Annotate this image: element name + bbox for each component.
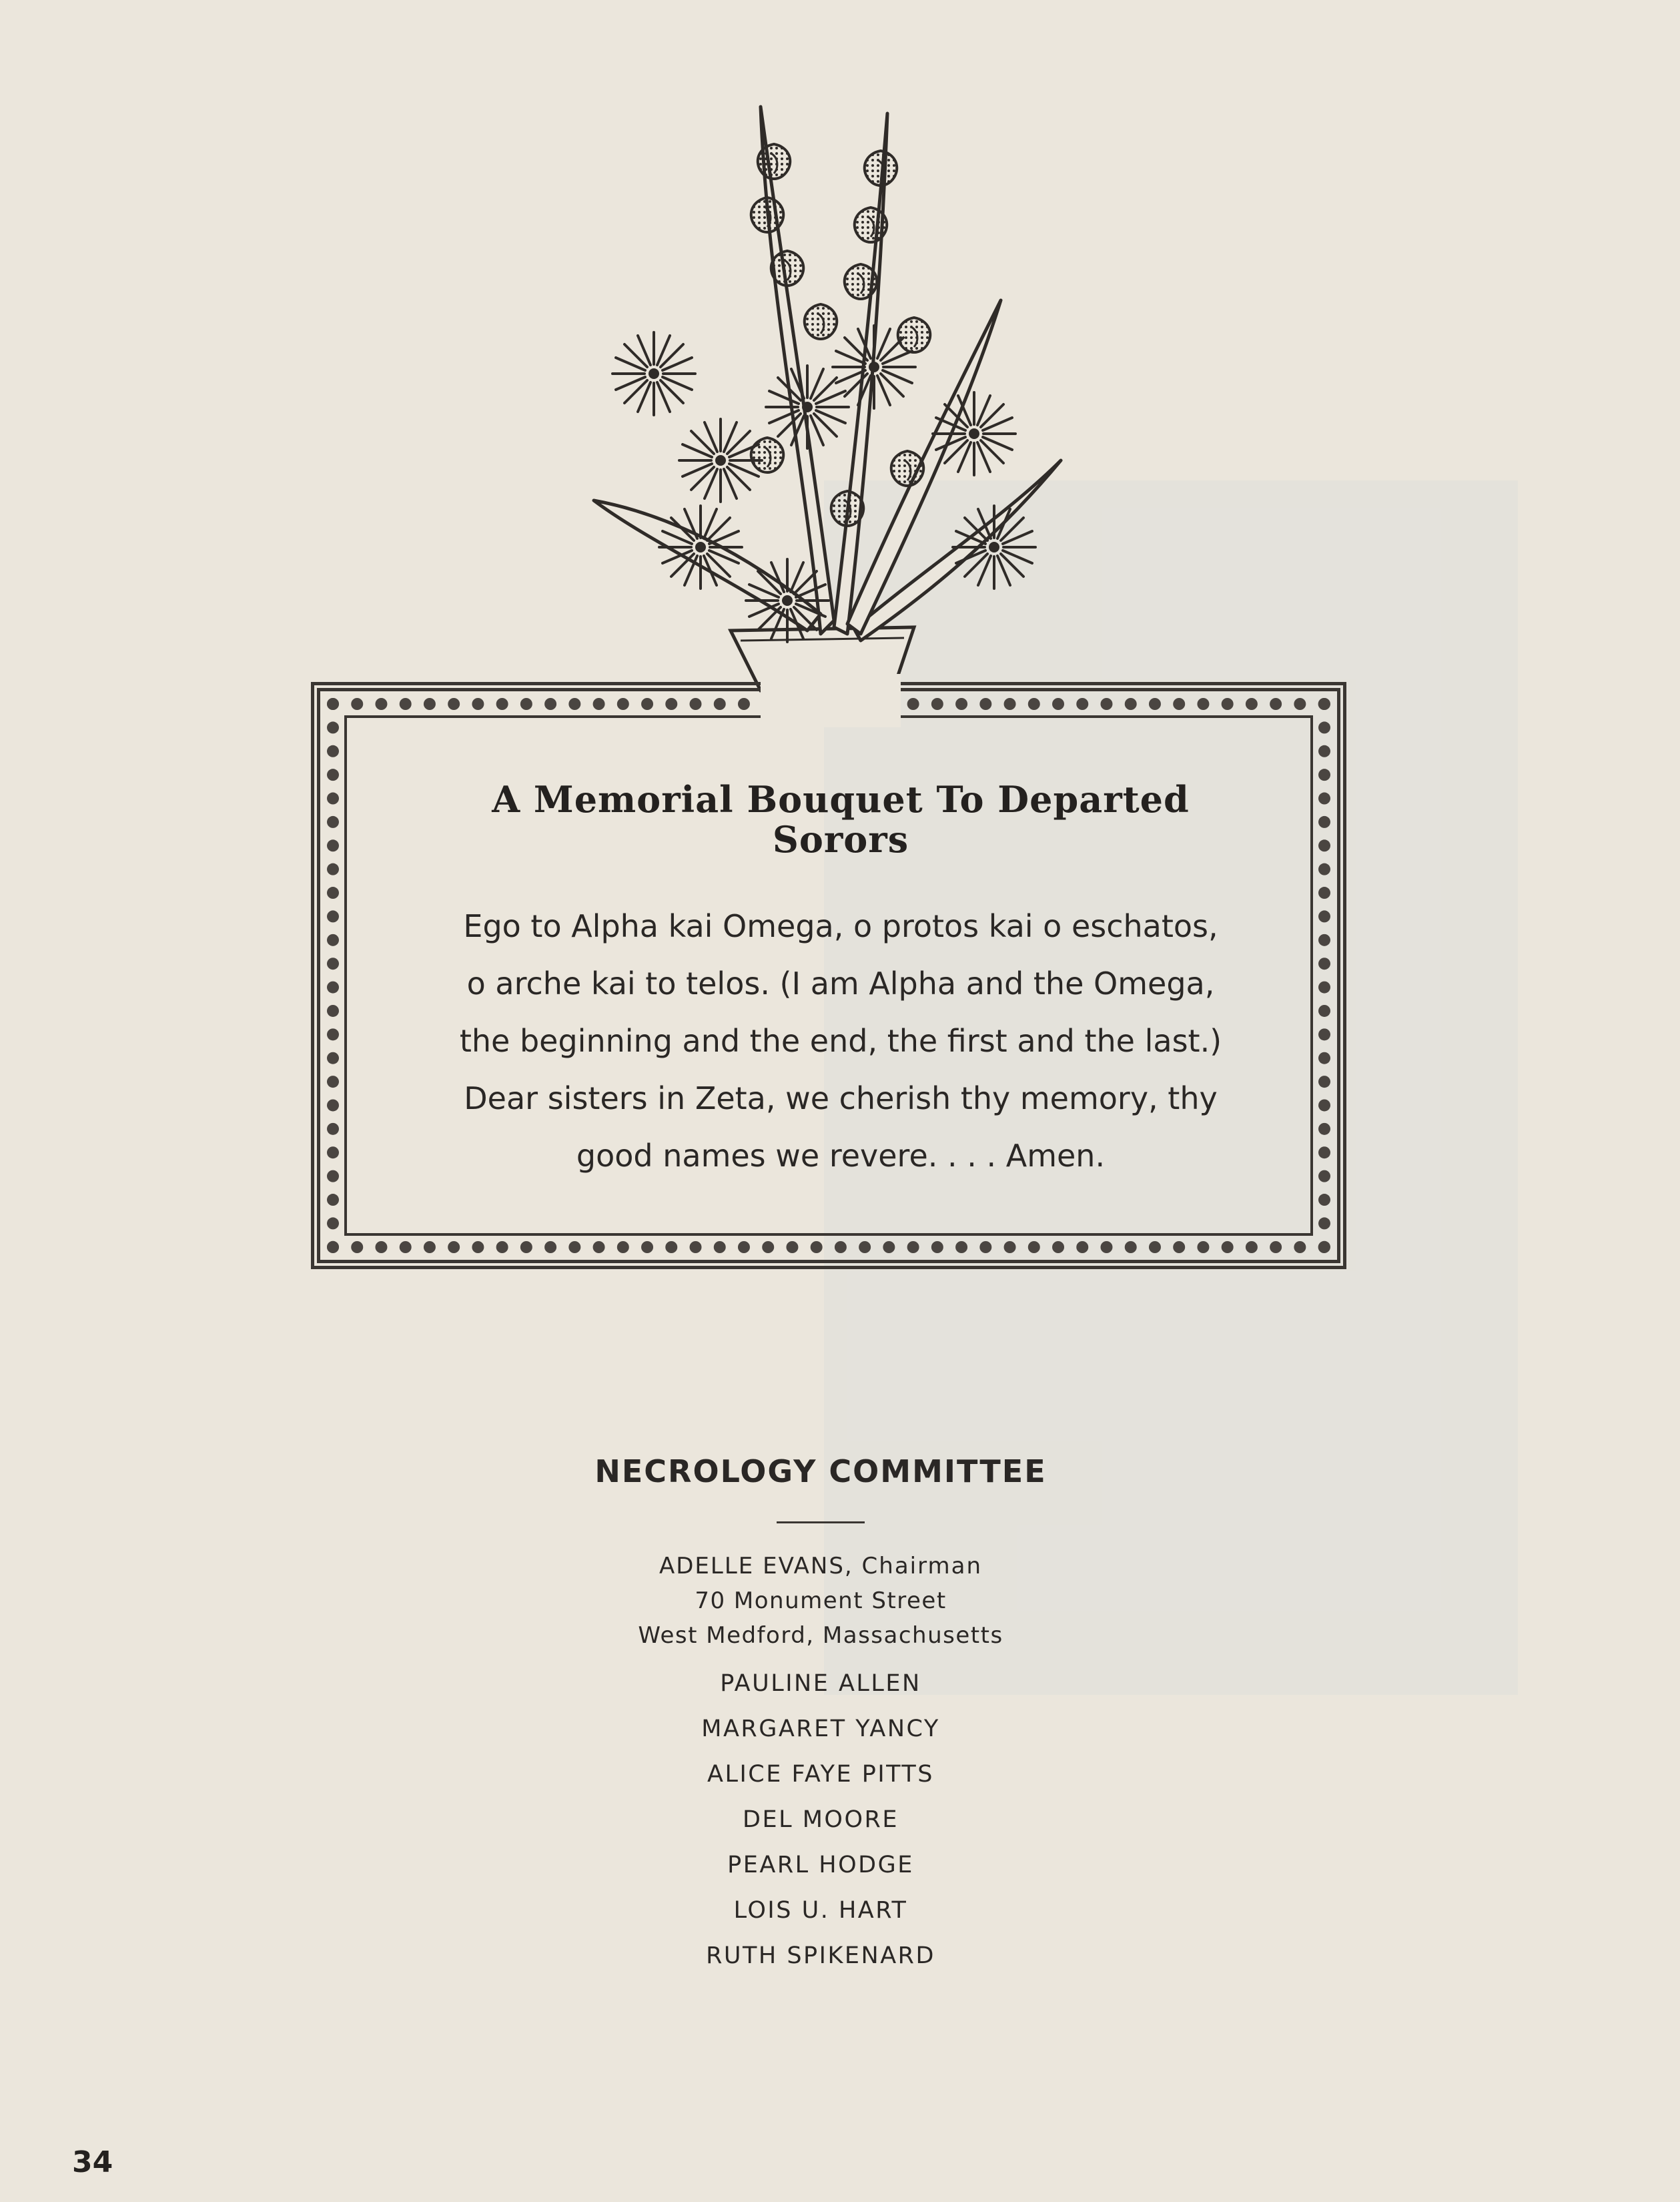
memorial-title-line-1: A Memorial Bouquet To Departed xyxy=(492,778,1190,821)
committee-heading: NECROLOGY COMMITTEE xyxy=(594,1453,1047,1489)
member-name: MARGARET YANCY xyxy=(701,1716,940,1742)
member-name: PEARL HODGE xyxy=(727,1852,914,1878)
flower-bouquet-icon xyxy=(567,87,1088,701)
memorial-text-line: the beginning and the end, the first and the last.) xyxy=(459,1023,1222,1059)
memorial-title xyxy=(374,779,1308,859)
member-name: LOIS U. HART xyxy=(733,1897,908,1924)
member-name: DEL MOORE xyxy=(743,1806,899,1833)
memorial-text-line: o arche kai to telos. (I am Alpha and the Omega, xyxy=(466,966,1215,1002)
memorial-title-line-2: Sorors xyxy=(772,818,909,861)
frame-gap xyxy=(761,674,901,727)
memorial-text-line: good names we revere. . . . Amen. xyxy=(576,1138,1106,1174)
member-name: PAULINE ALLEN xyxy=(720,1670,921,1697)
member-name: RUTH SPIKENARD xyxy=(706,1942,935,1969)
memorial-text-line: Dear sisters in Zeta, we cherish thy memory, thy xyxy=(464,1080,1218,1116)
divider xyxy=(777,1521,865,1523)
chair-city: West Medford, Massachusetts xyxy=(638,1622,1003,1649)
chair-street: 70 Monument Street xyxy=(695,1587,947,1614)
necrology-committee xyxy=(0,1448,1641,1978)
memorial-text-line: Ego to Alpha kai Omega, o protos kai o eschatos, xyxy=(463,908,1218,944)
memorial-text xyxy=(427,897,1254,1184)
member-name: ALICE FAYE PITTS xyxy=(707,1761,934,1788)
member-list xyxy=(0,1661,1641,1978)
chair-name: ADELLE EVANS, Chairman xyxy=(659,1553,982,1579)
page-number: 34 xyxy=(72,2145,113,2179)
